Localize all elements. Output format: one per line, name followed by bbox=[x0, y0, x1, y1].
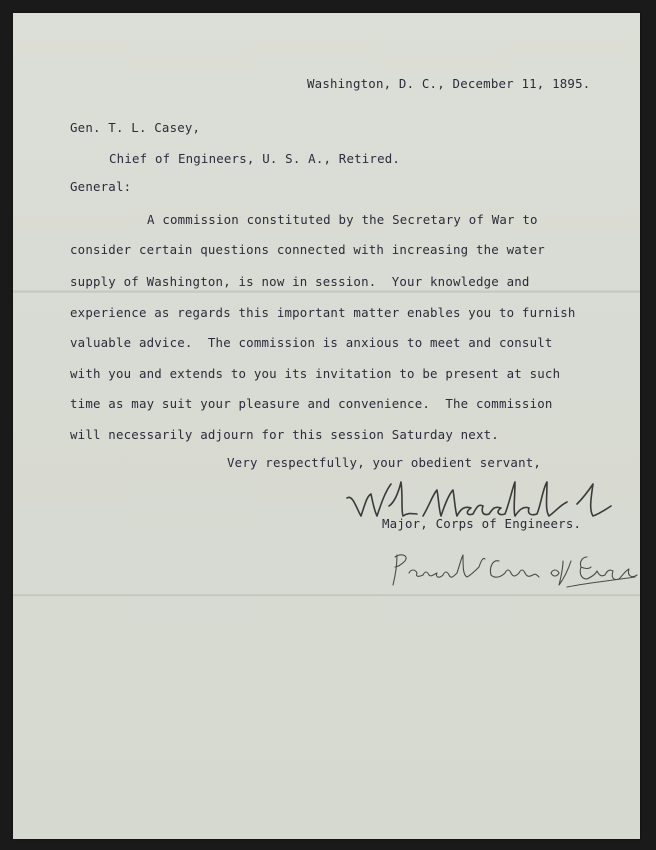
body-line: valuable advice. The commission is anxious to meet and consult bbox=[70, 335, 553, 350]
body-line: A commission constituted by the Secretary of War to bbox=[147, 212, 538, 227]
salutation: General: bbox=[70, 179, 132, 194]
dateline: Washington, D. C., December 11, 1895. bbox=[307, 76, 591, 91]
signer-title: Major, Corps of Engineers. bbox=[382, 516, 582, 531]
closing: Very respectfully, your obedient servant, bbox=[227, 455, 542, 470]
body-line: supply of Washington, is now in session. Your knowledge and bbox=[70, 274, 530, 289]
letter-page bbox=[13, 13, 640, 839]
recipient-title: Chief of Engineers, U. S. A., Retired. bbox=[109, 151, 401, 166]
body-line: experience as regards this important matter enables you to furnish bbox=[70, 305, 576, 320]
fold-crease-upper bbox=[13, 290, 640, 294]
body-line: with you and extends to you its invitation to be present at such bbox=[70, 366, 561, 381]
body-line: consider certain questions connected with increasing the water bbox=[70, 242, 545, 257]
handwritten-annotation bbox=[391, 547, 640, 597]
body-line: time as may suit your pleasure and convenience. The commission bbox=[70, 396, 553, 411]
recipient-name: Gen. T. L. Casey, bbox=[70, 120, 201, 135]
body-line: will necessarily adjourn for this session Saturday next. bbox=[70, 427, 499, 442]
